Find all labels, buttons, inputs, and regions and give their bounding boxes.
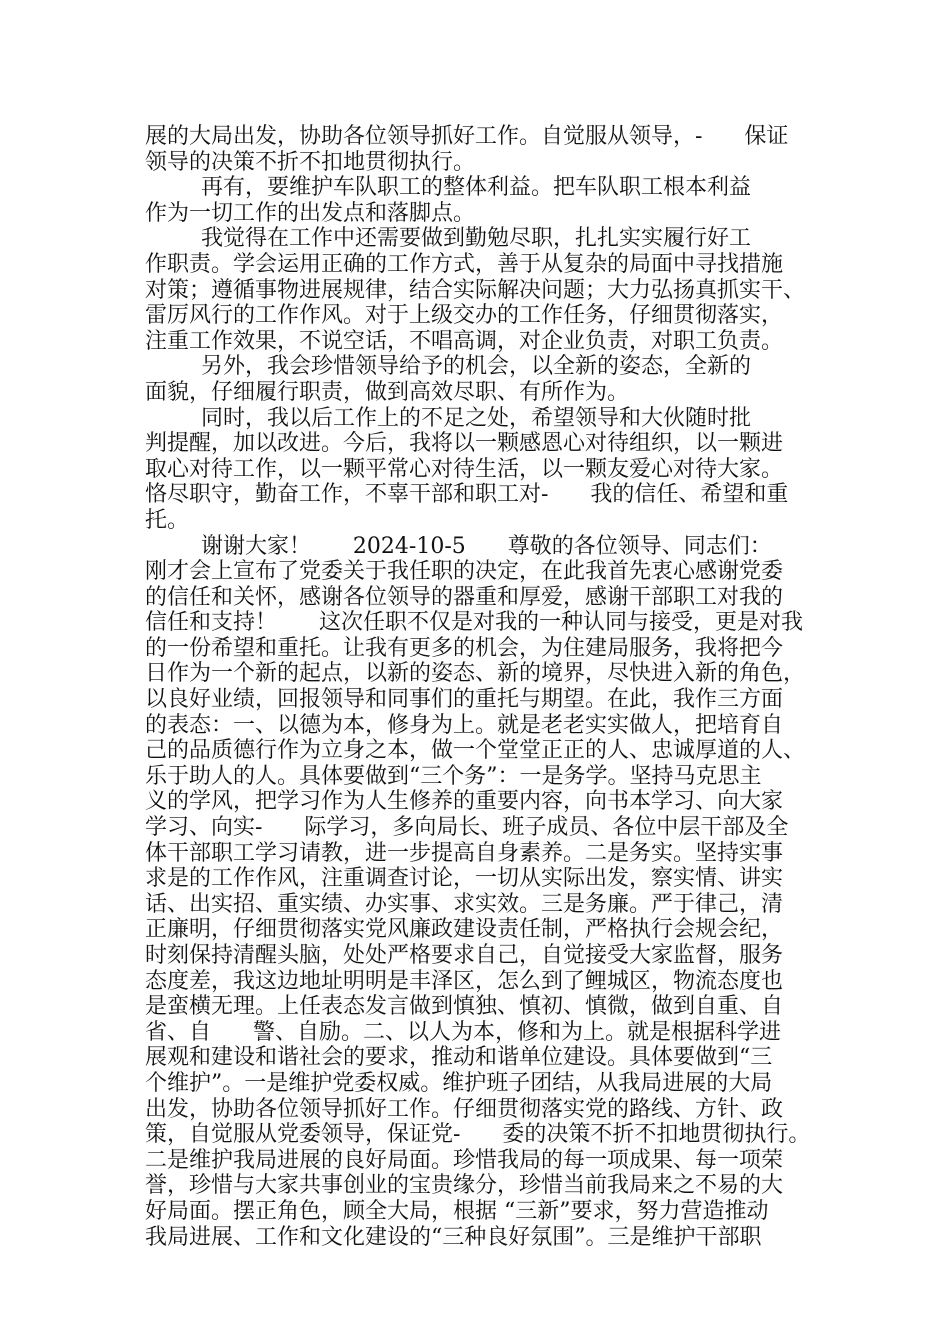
- text-line: 作职责。学会运用正确的工作方式，善于从复杂的局面中寻找措施: [145, 251, 784, 277]
- text-line: 的表态：一、以德为本，修身为上。就是老老实实做人，把培育自: [145, 712, 784, 738]
- text-line: 时刻保持清醒头脑，处处严格要求自己，自觉接受大家监督，服务: [145, 943, 784, 968]
- text-line: 注重工作效果，不说空话，不唱高调，对企业负责，对职工负责。: [145, 328, 784, 354]
- text-line: 日作为一个新的起点，以新的姿态、新的境界，尽快进入新的角色，: [145, 661, 806, 687]
- text-line: 话、出实招、重实绩、办实事、求实效。三是务廉。严于律己，清: [145, 891, 784, 917]
- text-line: 态度差，我这边地址明明是丰泽区，怎么到了鲤城区，物流态度也: [145, 968, 784, 994]
- text-line: 刚才会上宣布了党委关于我任职的决定，在此我首先衷心感谢党委: [145, 559, 784, 585]
- text-line: 雷厉风行的工作作风。对于上级交办的工作任务，仔细贯彻落实，: [145, 303, 784, 329]
- text-line: 以良好业绩，回报领导和同事们的重托与期望。在此，我作三方面: [145, 687, 784, 713]
- text-line: 谢谢大家！ 2024-10-5 尊敬的各位领导、同志们：: [145, 533, 772, 559]
- text-line: 展观和建设和谐社会的要求，推动和谐单位建设。具体要做到“三: [145, 1045, 773, 1071]
- text-line: 个维护”。一是维护党委权威。维护班子团结，从我局进展的大局: [145, 1070, 773, 1096]
- text-line: 出发，协助各位领导抓好工作。仔细贯彻落实党的路线、方针、政: [145, 1096, 784, 1122]
- text-line: 信任和支持！ 这次任职不仅是对我的一种认同与接受，更是对我: [145, 610, 803, 636]
- text-line: 誉，珍惜与大家共事创业的宝贵缘分，珍惜当前我局来之不易的大: [145, 1173, 784, 1199]
- text-line: 再有，要维护车队职工的整体利益。把车队职工根本利益: [145, 175, 751, 201]
- text-line: 乐于助人的人。具体要做到“三个务”：一是务学。坚持马克思主: [145, 763, 762, 789]
- text-line: 我觉得在工作中还需要做到勤勉尽职，扎扎实实履行好工: [145, 226, 751, 252]
- text-line: 对策；遵循事物进展规律，结合实际解决问题；大力弘扬真抓实干、: [145, 277, 806, 303]
- text-line: 同时，我以后工作上的不足之处，希望领导和大伙随时批: [145, 405, 751, 431]
- text-line: 展的大局出发，协助各位领导抓好工作。自觉服从领导，- 保证: [145, 124, 789, 149]
- text-line: 另外，我会珍惜领导给予的机会，以全新的姿态，全新的: [145, 354, 751, 380]
- text-line: 省、自 警、自励。二、以人为本，修和为上。就是根据科学进: [145, 1019, 781, 1045]
- text-line: 体干部职工学习请教，进一步提高自身素养。二是务实。坚持实事: [145, 840, 784, 866]
- text-line: 领导的决策不折不扣地贯彻执行。: [145, 149, 476, 175]
- text-line: 我局进展、工作和文化建设的“三种良好氛围”。三是维护干部职: [145, 1224, 762, 1250]
- document-body: [145, 124, 825, 1250]
- text-line: 求是的工作作风，注重调查讨论，一切从实际出发，察实情、讲实: [145, 866, 784, 892]
- text-line: 义的学风，把学习作为人生修养的重要内容，向书本学习、向大家: [145, 789, 784, 815]
- text-line: 二是维护我局进展的良好局面。珍惜我局的每一项成果、每一项荣: [145, 1147, 784, 1173]
- text-line: 判提醒，加以改进。今后，我将以一颗感恩心对待组织，以一颗进: [145, 431, 784, 457]
- text-line: 取心对待工作，以一颗平常心对待生活，以一颗友爱心对待大家。: [145, 456, 784, 482]
- text-line: 托。: [145, 507, 190, 533]
- text-line: 面貌，仔细履行职责，做到高效尽职、有所作为。: [145, 379, 630, 405]
- text-line: 是蛮横无理。上任表态发言做到慎独、慎初、慎微，做到自重、自: [145, 994, 784, 1020]
- text-line: 学习、向实- 际学习，多向局长、班子成员、各位中层干部及全: [145, 815, 789, 841]
- text-line: 的信任和关怀，感谢各位领导的器重和厚爱，感谢干部职工对我的: [145, 584, 784, 610]
- text-line: 作为一切工作的出发点和落脚点。: [145, 200, 476, 226]
- text-line: 恪尽职守，勤奋工作，不辜干部和职工对- 我的信任、希望和重: [145, 482, 789, 508]
- text-line: 策，自觉服从党委领导，保证党- 委的决策不折不扣地贯彻执行。: [145, 1122, 811, 1148]
- text-line: 己的品质德行作为立身之本，做一个堂堂正正的人、忠诚厚道的人、: [145, 738, 806, 764]
- text-line: 好局面。摆正角色，顾全大局，根据 “三新”要求，努力营造推动: [145, 1198, 769, 1224]
- text-line: 的一份希望和重托。让我有更多的机会，为住建局服务，我将把今: [145, 635, 784, 661]
- text-line: 正廉明，仔细贯彻落实党风廉政建设责任制，严格执行会规会纪，: [145, 917, 784, 943]
